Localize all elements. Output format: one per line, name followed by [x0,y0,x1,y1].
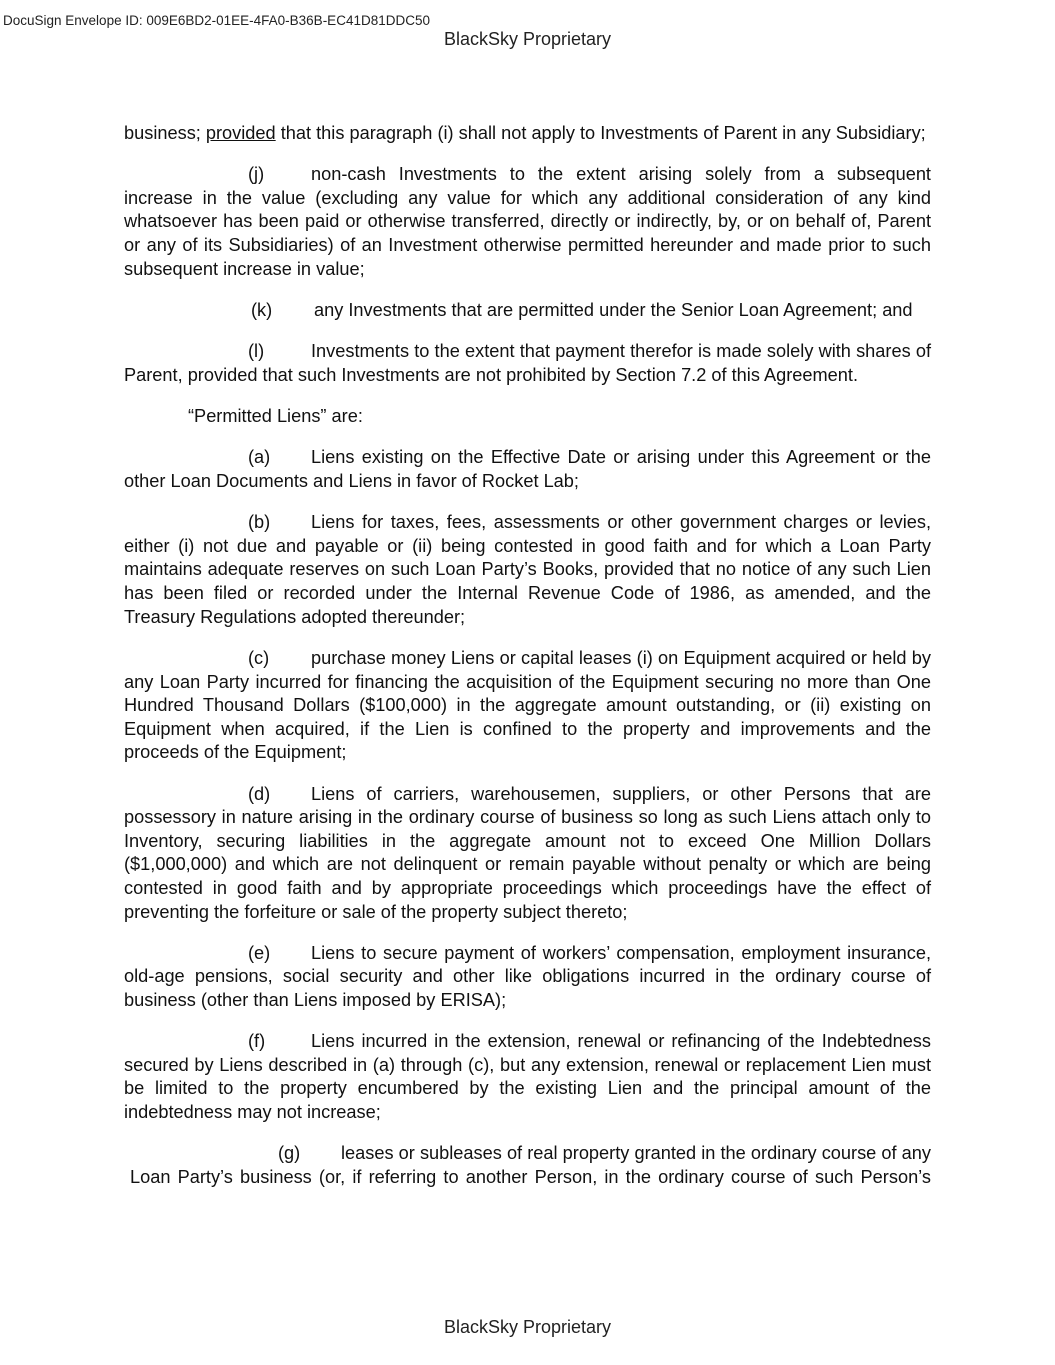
underlined-term: provided [205,123,276,143]
paragraph-d [124,783,931,925]
clause-label: (e) [248,942,271,963]
permitted-liens-heading: “Permitted Liens” are: [188,406,363,427]
paragraph-l [124,340,931,387]
paragraph-k [124,299,931,323]
text-run: business; [124,123,206,143]
paragraph-a [124,446,931,493]
clause-label: (d) [248,783,271,804]
paragraph-b [124,511,931,629]
page-footer: BlackSky Proprietary [443,1317,612,1337]
clause-text: Liens incurred in the extension, renewal or refinancing of the Indebtedness secured by Liens described in (a) through (c), but any extension, renewal or replacement Lien must be limited to the property encumbered by the existing Lien and the principal amount of the indebtedness may not increase; [124,1031,931,1123]
clause-label: (b) [248,512,271,533]
clause-text: purchase money Liens or capital leases (i) on Equipment acquired or held by any Loan Party incurred for financing the acquisition of the Equipment securing no more than One Hundred Thousand Dollars ($100,000) in the aggregate amount outstanding, or (ii) existing on Equipment when acquired, if the Lien is confined to the property and improvements and the proceeds of the Equipment; [124,647,931,763]
clause-label: (g) [278,1143,301,1164]
docusign-envelope-id: DocuSign Envelope ID: 009E6BD2-01EE-4FA0-B36B-EC41D81DDC50 [3,13,430,28]
document-body [124,122,931,1207]
clause-text: Liens of carriers, warehousemen, suppliers, or other Persons that are possessory in nature arising in the ordinary course of business so long as such Liens attach only to Inventory, securing liabilities in the aggregate amount not to exceed One Million Dollars ($1,000,000) and which are not delinquent or remain payable without penalty or which are being contested in good faith and by appropriate proceedings which proceedings have the effect of preventing the forfeiture or sale of the property subject thereto; [124,783,931,922]
clause-text: Investments to the extent that payment therefor is made solely with shares of Parent, provided that such Investments are not prohibited by Section 7.2 of this Agreement. [124,341,931,385]
clause-label: (a) [248,447,271,468]
clause-label: (l) [248,341,265,362]
clause-text: non-cash Investments to the extent arising solely from a subsequent increase in the value (excluding any value for which any additional consideration of any kind whatsoever has been paid or otherwise transferred, directly or indirectly, by, or on behalf of, Parent or any of its Subsidiaries) of an Investment otherwise permitted hereunder and made prior to such subsequent increase in value; [124,164,931,279]
clause-label: (f) [248,1031,266,1052]
paragraph-f [124,1030,931,1124]
page-header: BlackSky Proprietary [443,29,612,49]
paragraph-g [130,1142,931,1189]
clause-label: (k) [251,299,273,320]
paragraph-c [124,647,931,765]
paragraph-i-continuation [124,122,931,146]
clause-text: Liens for taxes, fees, assessments or other government charges or levies, either (i) not due and payable or (ii) being contested in good faith and for which a Loan Party maintains adequate reserves on such Loan Party’s Books, provided that no notice of any such Lien has been filed or recorded under the Internal Revenue Code of 1986, as amended, and the Treasury Regulations adopted thereunder; [124,512,931,627]
text-run: that this paragraph (i) shall not apply to Investments of Parent in any Subsidiary; [275,123,926,143]
paragraph-j [124,163,931,281]
paragraph-e [124,942,931,1013]
clause-text: Liens existing on the Effective Date or arising under this Agreement or the other Loan Documents and Liens in favor of Rocket Lab; [124,447,931,491]
clause-label: (j) [248,164,265,185]
clause-text: Liens to secure payment of workers’ compensation, employment insurance, old-age pensions, social security and other like obligations incurred in the ordinary course of business (other than Liens imposed by ERISA); [124,942,931,1010]
clause-text: any Investments that are permitted under the Senior Loan Agreement; and [314,299,913,320]
clause-text: leases or subleases of real property granted in the ordinary course of any Loan Party’s business (or, if referring to another Person, in the ordinary course of such Person’s [130,1143,931,1187]
clause-label: (c) [248,647,270,668]
